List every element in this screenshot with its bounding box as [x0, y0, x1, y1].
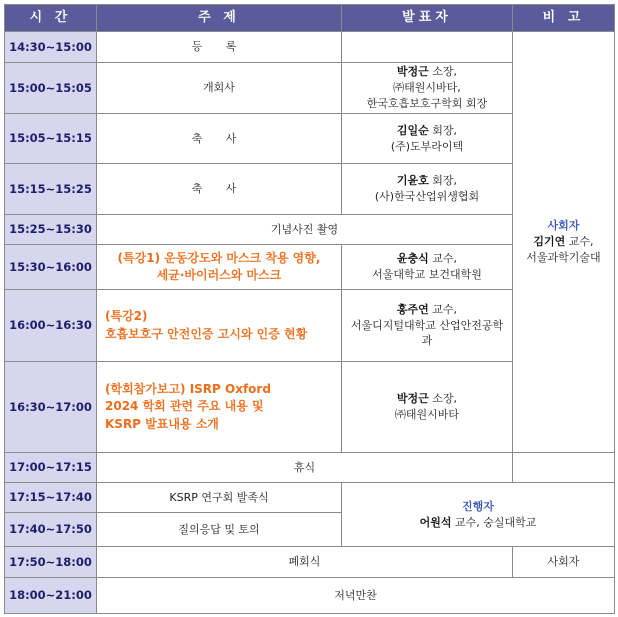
- presenter-title: 교수,: [428, 302, 458, 316]
- host-role: 진행자: [462, 499, 494, 513]
- header-topic: 주 제: [97, 5, 342, 32]
- topic-cell: KSRP 연구회 발족식: [97, 483, 342, 513]
- presenter-name: 김일순: [396, 123, 429, 137]
- time-cell: 16:30~17:00: [5, 362, 97, 453]
- time-cell: 17:40~17:50: [5, 513, 97, 547]
- topic-line: (학회참가보고) ISRP Oxford: [105, 381, 271, 396]
- presenter-org: (주)도부라이텍: [390, 139, 464, 153]
- time-cell: 15:15~15:25: [5, 164, 97, 215]
- table-row: [5, 32, 615, 63]
- topic-cell: [97, 290, 342, 362]
- presenter-org: 서울디지털대학교 산업안전공학과: [350, 318, 504, 348]
- topic-line: 2024 학회 관련 주요 내용 및: [105, 399, 264, 414]
- presenter-name: 박정근: [396, 65, 429, 79]
- moderator-name: 김기연: [533, 235, 566, 249]
- topic-cell: 휴식: [97, 453, 513, 483]
- topic-cell: 등 록: [97, 32, 342, 63]
- moderator-cell: [513, 32, 615, 453]
- moderator-role: 사회자: [547, 219, 580, 233]
- host-cell: [342, 483, 615, 547]
- time-cell: 17:50~18:00: [5, 547, 97, 578]
- presenter-cell: [342, 290, 513, 362]
- topic-line: KSRP 발표내용 소개: [105, 416, 219, 431]
- topic-line: 세균·바이러스와 마스크: [156, 268, 282, 282]
- moderator-title: 교수,: [565, 235, 594, 249]
- table-row: [5, 483, 615, 513]
- topic-cell: 저녁만찬: [97, 578, 615, 614]
- presenter-org: ㈜태원시바타: [394, 408, 460, 421]
- presenter-cell: [342, 32, 513, 63]
- moderator-org: 서울과학기술대: [526, 250, 601, 264]
- topic-cell: 기념사진 촬영: [97, 215, 513, 245]
- topic-cell: [97, 245, 342, 290]
- presenter-cell: [342, 362, 513, 453]
- topic-line: 호흡보호구 안전인증 고시와 인증 현황: [105, 326, 308, 341]
- presenter-name: 윤충식: [396, 252, 429, 266]
- host-name: 어원석: [419, 515, 452, 529]
- time-cell: 15:05~15:15: [5, 114, 97, 164]
- moderator-info: [517, 234, 610, 250]
- header-presenter: 발표자: [342, 5, 513, 32]
- time-cell: 18:00~21:00: [5, 578, 97, 614]
- presenter-cell: [342, 164, 513, 215]
- presenter-title: 회장,: [428, 123, 458, 137]
- topic-cell: [97, 362, 342, 453]
- note-cell: [513, 453, 615, 483]
- presenter-cell: [342, 114, 513, 164]
- topic-cell: 축 사: [97, 164, 342, 215]
- schedule-table: [4, 4, 615, 614]
- presenter-name: 기윤호: [396, 174, 429, 188]
- presenter-title: 교수,: [428, 252, 458, 266]
- topic-cell: 축 사: [97, 114, 342, 164]
- presenter-org: 서울대학교 보건대학원: [372, 268, 482, 281]
- presenter-cell: [342, 63, 513, 114]
- topic-line: (특강1) 운동강도와 마스크 착용 영향,: [117, 250, 321, 265]
- note-cell: 사회자: [513, 547, 615, 578]
- header-row: [5, 5, 615, 32]
- topic-cell: 개회사: [97, 63, 342, 114]
- time-cell: 15:25~15:30: [5, 215, 97, 245]
- table-row: [5, 453, 615, 483]
- topic-cell: 폐회식: [97, 547, 513, 578]
- time-cell: 17:15~17:40: [5, 483, 97, 513]
- host-title: 교수, 숭실대학교: [451, 515, 537, 529]
- header-note: 비 고: [513, 5, 615, 32]
- table-row: [5, 578, 615, 614]
- presenter-org: 한국호흡보호구학회 회장: [366, 96, 488, 110]
- presenter-org: ㈜태원시바타,: [393, 81, 461, 95]
- time-cell: 17:00~17:15: [5, 453, 97, 483]
- presenter-name: 홍주연: [396, 302, 429, 316]
- presenter-title: 회장,: [428, 174, 458, 188]
- topic-cell: 질의응답 및 토의: [97, 513, 342, 547]
- header-time: 시 간: [5, 5, 97, 32]
- time-cell: 15:00~15:05: [5, 63, 97, 114]
- presenter-title: 소장,: [428, 392, 458, 406]
- table-row: [5, 547, 615, 578]
- presenter-org: (사)한국산업위생협회: [374, 190, 480, 203]
- time-cell: 14:30~15:00: [5, 32, 97, 63]
- time-cell: 16:00~16:30: [5, 290, 97, 362]
- time-cell: 15:30~16:00: [5, 245, 97, 290]
- presenter-name: 박정근: [396, 392, 429, 406]
- presenter-title: 소장,: [428, 65, 458, 79]
- topic-line: (특강2): [105, 309, 148, 324]
- presenter-cell: [342, 245, 513, 290]
